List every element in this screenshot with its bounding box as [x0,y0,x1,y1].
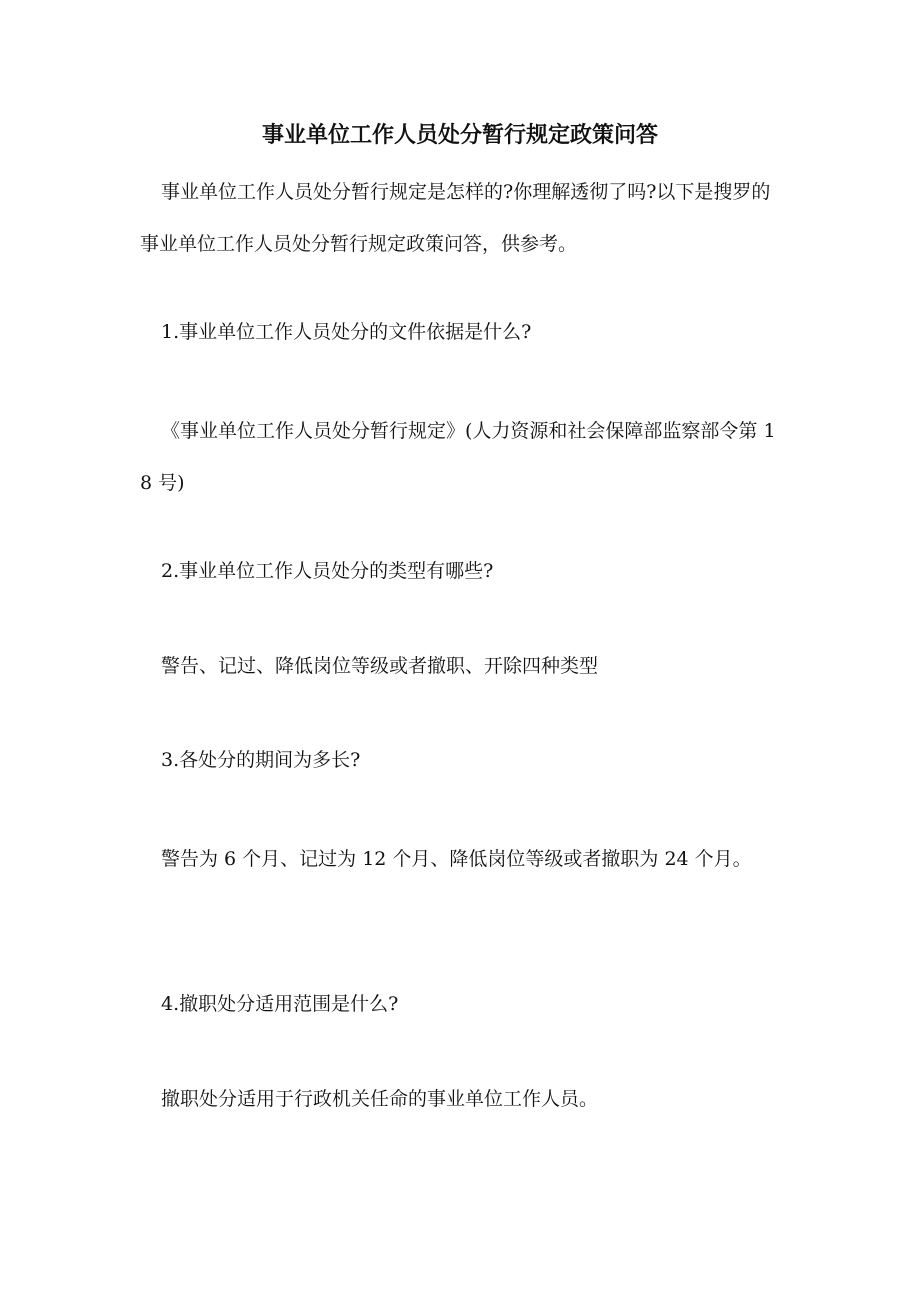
question-3: 3.各处分的期间为多长? [161,749,361,771]
question-1: 1.事业单位工作人员处分的文件依据是什么? [161,321,532,343]
document-title: 事业单位工作人员处分暂行规定政策问答 [261,123,658,148]
answer-3: 警告为 6 个月、记过为 12 个月、降低岗位等级或者撤职为 24 个月。 [161,848,752,870]
question-4: 4.撤职处分适用范围是什么? [161,993,399,1015]
question-2: 2.事业单位工作人员处分的类型有哪些? [161,560,494,582]
answer-2: 警告、记过、降低岗位等级或者撤职、开除四种类型 [161,655,599,677]
answer-1: 《事业单位工作人员处分暂行规定》(人力资源和社会保障部监察部令第 18 号) [140,420,776,494]
intro-paragraph: 事业单位工作人员处分暂行规定是怎样的?你理解透彻了吗?以下是搜罗的事业单位工作人员处分暂行规定政策问答，供参考。 [140,181,771,255]
answer-4: 撤职处分适用于行政机关任命的事业单位工作人员。 [161,1088,599,1110]
